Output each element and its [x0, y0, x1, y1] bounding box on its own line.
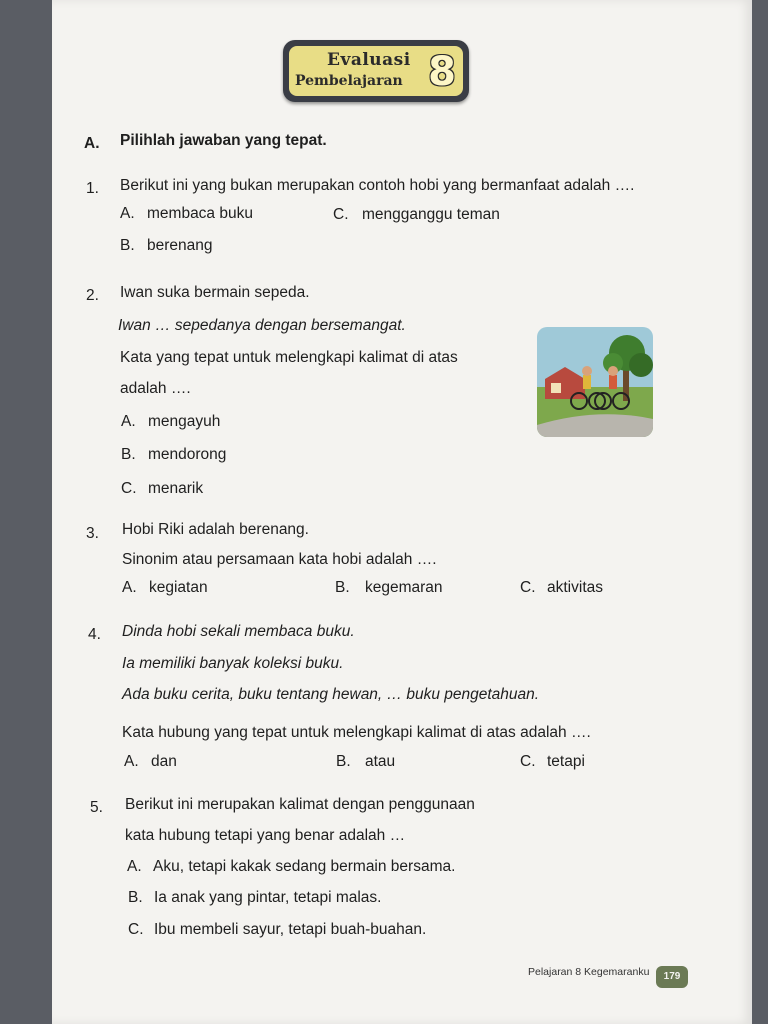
question-text: Sinonim atau persamaan kata hobi adalah …. [122, 551, 437, 568]
option-letter: A. [120, 205, 135, 222]
option-letter: A. [121, 413, 136, 430]
option-text: mendorong [148, 446, 227, 463]
section-instruction: Pilihlah jawaban yang tepat. [120, 132, 327, 149]
option-letter: B. [128, 889, 143, 906]
children-cycling-illustration [537, 327, 653, 437]
lesson-evaluation-badge [283, 40, 469, 102]
option-text: berenang [147, 237, 213, 254]
question-text: Iwan … sepedanya dengan bersemangat. [118, 317, 406, 334]
option-text: kegemaran [365, 579, 443, 596]
question-number: 3. [86, 525, 99, 542]
question-text: Ada buku cerita, buku tentang hewan, … buku pengetahuan. [122, 686, 540, 703]
question-number: 4. [88, 626, 101, 643]
option-text: dan [151, 753, 177, 770]
page-number-badge: 179 [656, 966, 688, 988]
option-text: atau [365, 753, 396, 770]
option-text: menarik [148, 480, 204, 497]
option-text: mengayuh [148, 413, 221, 430]
option-text: Aku, tetapi kakak sedang bermain bersama. [153, 858, 456, 875]
option-letter: C. [520, 579, 536, 596]
option-letter: B. [336, 753, 351, 770]
option-letter: C. [128, 921, 144, 938]
option-text: Ibu membeli sayur, tetapi buah-buahan. [154, 921, 427, 938]
option-text: membaca buku [147, 205, 253, 222]
option-letter: B. [121, 446, 136, 463]
question-text: Berikut ini yang bukan merupakan contoh hobi yang bermanfaat adalah …. [120, 177, 635, 194]
question-text: Hobi Riki adalah berenang. [122, 521, 309, 538]
lesson-number: 8 [428, 49, 456, 95]
question-text: Iwan suka bermain sepeda. [120, 284, 310, 301]
option-letter: B. [335, 579, 350, 596]
option-text: aktivitas [547, 579, 603, 596]
option-text: kegiatan [149, 579, 208, 596]
section-label: A. [84, 135, 100, 152]
option-letter: A. [122, 579, 137, 596]
option-letter: A. [127, 858, 142, 875]
option-text: Ia anak yang pintar, tetapi malas. [154, 889, 382, 906]
question-text: Kata yang tepat untuk melengkapi kalimat di atas [120, 349, 458, 366]
badge-title-line2: Pembelajaran [295, 73, 403, 89]
option-letter: C. [333, 206, 349, 223]
question-text: kata hubung tetapi yang benar adalah … [125, 827, 406, 844]
footer-lesson-label: Pelajaran 8 Kegemaranku [528, 966, 650, 978]
option-text: tetapi [547, 753, 585, 770]
question-number: 5. [90, 799, 103, 816]
option-letter: C. [520, 753, 536, 770]
option-letter: A. [124, 753, 139, 770]
option-text: mengganggu teman [362, 206, 500, 223]
question-text: Kata hubung yang tepat untuk melengkapi kalimat di atas adalah …. [122, 724, 591, 741]
question-text: adalah …. [120, 380, 191, 397]
option-letter: B. [120, 237, 135, 254]
question-number: 2. [86, 287, 99, 304]
question-text: Berikut ini merupakan kalimat dengan penggunaan [125, 796, 475, 813]
badge-title-line1: Evaluasi [327, 50, 411, 70]
question-text: Dinda hobi sekali membaca buku. [122, 623, 355, 640]
question-text: Ia memiliki banyak koleksi buku. [122, 655, 344, 672]
badge-inner [289, 46, 463, 96]
option-letter: C. [121, 480, 137, 497]
question-number: 1. [86, 180, 99, 197]
